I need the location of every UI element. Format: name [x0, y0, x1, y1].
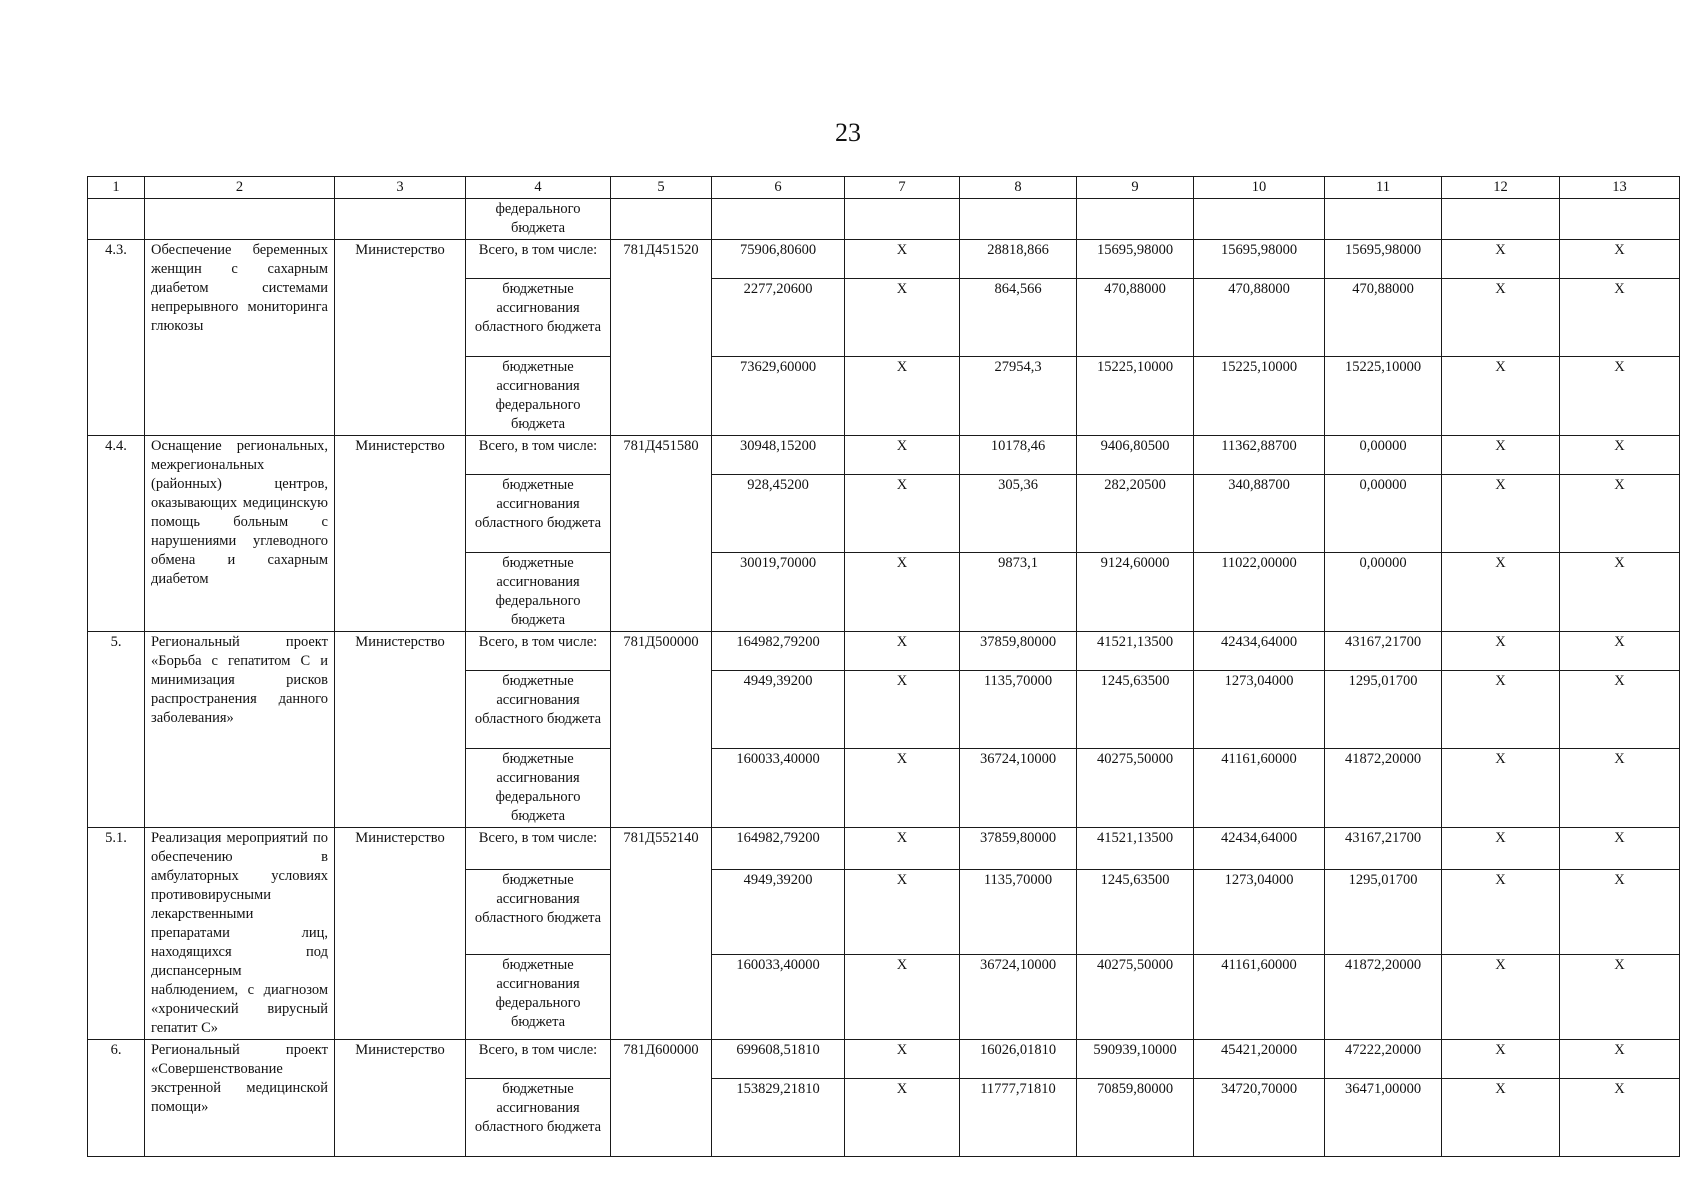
item-executor: Министерство: [335, 828, 466, 1040]
value-col12: X: [1442, 954, 1560, 1039]
value-col10: 11362,88700: [1194, 436, 1325, 475]
value-col7: X: [845, 357, 960, 436]
value-col10: 470,88000: [1194, 279, 1325, 357]
value-col12: X: [1442, 828, 1560, 870]
value-col11: 470,88000: [1325, 279, 1442, 357]
code-cell: [611, 199, 712, 240]
value-col12: X: [1442, 632, 1560, 671]
value-col10: 41161,60000: [1194, 954, 1325, 1039]
funding-source: бюджетные ассигнования областного бюджета: [466, 671, 611, 749]
budget-code: 781Д451520: [611, 240, 712, 436]
value-col8: 36724,10000: [960, 954, 1077, 1039]
value-col7: X: [845, 1040, 960, 1079]
item-description: Реализация мероприятий по обеспечению в амбулаторных условиях противовирусными лекарственными препаратами лиц, находящихся под диспансерным наблюдением, с диагнозом «хронический вирусный гепатит С»: [145, 828, 335, 1040]
value-col13: X: [1560, 1079, 1680, 1157]
item-number: 5.: [88, 632, 145, 828]
funding-source: бюджетные ассигнования федерального бюджета: [466, 553, 611, 632]
header-row: [88, 177, 1680, 199]
value-col11: 0,00000: [1325, 436, 1442, 475]
budget-code: 781Д600000: [611, 1040, 712, 1157]
value-col10: 1273,04000: [1194, 870, 1325, 954]
value-col9: 282,20500: [1077, 475, 1194, 553]
value-col13: X: [1560, 240, 1680, 279]
value-col9: 41521,13500: [1077, 632, 1194, 671]
funding-source: бюджетные ассигнования федерального бюджета: [466, 357, 611, 436]
value-total: 4949,39200: [712, 671, 845, 749]
value-col11: 0,00000: [1325, 553, 1442, 632]
budget-code: 781Д552140: [611, 828, 712, 1040]
value-col9: 15225,10000: [1077, 357, 1194, 436]
value-col13: X: [1560, 632, 1680, 671]
value-col10: 15225,10000: [1194, 357, 1325, 436]
value-col11: 43167,21700: [1325, 632, 1442, 671]
funding-source: бюджетные ассигнования областного бюджета: [466, 475, 611, 553]
value-col9: 1245,63500: [1077, 870, 1194, 954]
funding-source: Всего, в том числе:: [466, 436, 611, 475]
value-cell: [1325, 199, 1442, 240]
value-col8: 28818,866: [960, 240, 1077, 279]
funding-source: бюджетные ассигнования областного бюджета: [466, 1079, 611, 1157]
value-col13: X: [1560, 828, 1680, 870]
value-total: 75906,80600: [712, 240, 845, 279]
funding-source: бюджетные ассигнования федерального бюджета: [466, 954, 611, 1039]
value-col8: 36724,10000: [960, 749, 1077, 828]
item-number: 6.: [88, 1040, 145, 1157]
header-cell: 7: [845, 177, 960, 199]
value-col8: 305,36: [960, 475, 1077, 553]
value-col13: X: [1560, 436, 1680, 475]
value-col12: X: [1442, 1079, 1560, 1157]
value-col9: 9124,60000: [1077, 553, 1194, 632]
value-cell: [1560, 199, 1680, 240]
value-col7: X: [845, 632, 960, 671]
budget-code: 781Д451580: [611, 436, 712, 632]
value-total: 164982,79200: [712, 828, 845, 870]
value-col12: X: [1442, 749, 1560, 828]
value-col12: X: [1442, 553, 1560, 632]
table-row: [88, 632, 1680, 671]
value-col9: 70859,80000: [1077, 1079, 1194, 1157]
budget-code: 781Д500000: [611, 632, 712, 828]
value-col12: X: [1442, 279, 1560, 357]
value-col13: X: [1560, 475, 1680, 553]
value-col13: X: [1560, 954, 1680, 1039]
value-col7: X: [845, 279, 960, 357]
value-total: 699608,51810: [712, 1040, 845, 1079]
header-cell: 12: [1442, 177, 1560, 199]
funding-source: бюджетные ассигнования областного бюджета: [466, 279, 611, 357]
value-col8: 864,566: [960, 279, 1077, 357]
value-col12: X: [1442, 475, 1560, 553]
item-number: 4.3.: [88, 240, 145, 436]
value-col7: X: [845, 475, 960, 553]
value-col12: X: [1442, 436, 1560, 475]
value-col13: X: [1560, 671, 1680, 749]
value-col9: 9406,80500: [1077, 436, 1194, 475]
value-col7: X: [845, 749, 960, 828]
value-col13: X: [1560, 357, 1680, 436]
value-col9: 590939,10000: [1077, 1040, 1194, 1079]
item-description: Региональный проект «Борьба с гепатитом С и минимизация рисков распространения данного заболевания»: [145, 632, 335, 828]
value-col9: 40275,50000: [1077, 954, 1194, 1039]
header-cell: 9: [1077, 177, 1194, 199]
header-cell: 10: [1194, 177, 1325, 199]
value-cell: [960, 199, 1077, 240]
value-col13: X: [1560, 279, 1680, 357]
table-row: [88, 240, 1680, 279]
page-number: 23: [835, 118, 861, 147]
value-col10: 42434,64000: [1194, 632, 1325, 671]
value-col10: 1273,04000: [1194, 671, 1325, 749]
value-col9: 470,88000: [1077, 279, 1194, 357]
value-col12: X: [1442, 1040, 1560, 1079]
table-row: [88, 436, 1680, 475]
value-col12: X: [1442, 357, 1560, 436]
value-cell: [1077, 199, 1194, 240]
value-col10: 41161,60000: [1194, 749, 1325, 828]
item-number: 5.1.: [88, 828, 145, 1040]
value-cell: [1194, 199, 1325, 240]
value-col9: 41521,13500: [1077, 828, 1194, 870]
header-cell: 4: [466, 177, 611, 199]
header-cell: 8: [960, 177, 1077, 199]
item-executor: Министерство: [335, 436, 466, 632]
value-col8: 1135,70000: [960, 870, 1077, 954]
table-row: [88, 828, 1680, 870]
item-description: Региональный проект «Совершенствование экстренной медицинской помощи»: [145, 1040, 335, 1157]
header-cell: 3: [335, 177, 466, 199]
item-description: Обеспечение беременных женщин с сахарным диабетом системами непрерывного мониторинга глюкозы: [145, 240, 335, 436]
item-number: 4.4.: [88, 436, 145, 632]
value-col9: 40275,50000: [1077, 749, 1194, 828]
value-col8: 10178,46: [960, 436, 1077, 475]
value-col12: X: [1442, 870, 1560, 954]
header-cell: 6: [712, 177, 845, 199]
value-col8: 37859,80000: [960, 632, 1077, 671]
value-cell: [1442, 199, 1560, 240]
value-col11: 43167,21700: [1325, 828, 1442, 870]
value-total: 160033,40000: [712, 954, 845, 1039]
item-description: Оснащение региональных, межрегиональных (районных) центров, оказывающих медицинскую помощь больным с нарушениями углеводного обмена и сахарным диабетом: [145, 436, 335, 632]
value-col8: 9873,1: [960, 553, 1077, 632]
value-total: 30019,70000: [712, 553, 845, 632]
value-total: 30948,15200: [712, 436, 845, 475]
value-col8: 11777,71810: [960, 1079, 1077, 1157]
value-col7: X: [845, 240, 960, 279]
value-col7: X: [845, 1079, 960, 1157]
value-col13: X: [1560, 1040, 1680, 1079]
value-col8: 1135,70000: [960, 671, 1077, 749]
funding-source: Всего, в том числе:: [466, 828, 611, 870]
funding-source: Всего, в том числе:: [466, 632, 611, 671]
funding-source: Всего, в том числе:: [466, 1040, 611, 1079]
value-col9: 1245,63500: [1077, 671, 1194, 749]
value-col13: X: [1560, 870, 1680, 954]
value-col7: X: [845, 671, 960, 749]
value-col12: X: [1442, 240, 1560, 279]
value-total: 160033,40000: [712, 749, 845, 828]
value-col11: 41872,20000: [1325, 954, 1442, 1039]
value-col10: 340,88700: [1194, 475, 1325, 553]
value-cell: [845, 199, 960, 240]
value-col10: 42434,64000: [1194, 828, 1325, 870]
value-col11: 0,00000: [1325, 475, 1442, 553]
funding-source: Всего, в том числе:: [466, 240, 611, 279]
value-total: 2277,20600: [712, 279, 845, 357]
value-col7: X: [845, 828, 960, 870]
item-executor: Министерство: [335, 1040, 466, 1157]
value-col11: 47222,20000: [1325, 1040, 1442, 1079]
header-cell: 5: [611, 177, 712, 199]
value-col9: 15695,98000: [1077, 240, 1194, 279]
value-col8: 27954,3: [960, 357, 1077, 436]
value-cell: [712, 199, 845, 240]
table-row: [88, 1040, 1680, 1079]
value-total: 153829,21810: [712, 1079, 845, 1157]
source-cell: федерального бюджета: [466, 199, 611, 240]
header-cell: 1: [88, 177, 145, 199]
value-col7: X: [845, 954, 960, 1039]
value-col12: X: [1442, 671, 1560, 749]
desc-cell: [145, 199, 335, 240]
value-col7: X: [845, 553, 960, 632]
value-total: 928,45200: [712, 475, 845, 553]
value-total: 73629,60000: [712, 357, 845, 436]
value-col11: 1295,01700: [1325, 671, 1442, 749]
header-cell: 11: [1325, 177, 1442, 199]
value-col13: X: [1560, 749, 1680, 828]
num-cell: [88, 199, 145, 240]
item-executor: Министерство: [335, 240, 466, 436]
value-col7: X: [845, 436, 960, 475]
value-total: 4949,39200: [712, 870, 845, 954]
value-col13: X: [1560, 553, 1680, 632]
header-cell: 13: [1560, 177, 1680, 199]
value-col11: 15695,98000: [1325, 240, 1442, 279]
header-cell: 2: [145, 177, 335, 199]
item-executor: Министерство: [335, 632, 466, 828]
funding-source: бюджетные ассигнования областного бюджета: [466, 870, 611, 954]
exec-cell: [335, 199, 466, 240]
value-col11: 15225,10000: [1325, 357, 1442, 436]
value-col8: 37859,80000: [960, 828, 1077, 870]
value-col11: 41872,20000: [1325, 749, 1442, 828]
budget-table: [87, 176, 1680, 1157]
value-col11: 36471,00000: [1325, 1079, 1442, 1157]
funding-source: бюджетные ассигнования федерального бюджета: [466, 749, 611, 828]
continuation-row: [88, 199, 1680, 240]
value-col10: 34720,70000: [1194, 1079, 1325, 1157]
value-total: 164982,79200: [712, 632, 845, 671]
value-col10: 11022,00000: [1194, 553, 1325, 632]
value-col10: 15695,98000: [1194, 240, 1325, 279]
value-col7: X: [845, 870, 960, 954]
value-col8: 16026,01810: [960, 1040, 1077, 1079]
value-col11: 1295,01700: [1325, 870, 1442, 954]
value-col10: 45421,20000: [1194, 1040, 1325, 1079]
